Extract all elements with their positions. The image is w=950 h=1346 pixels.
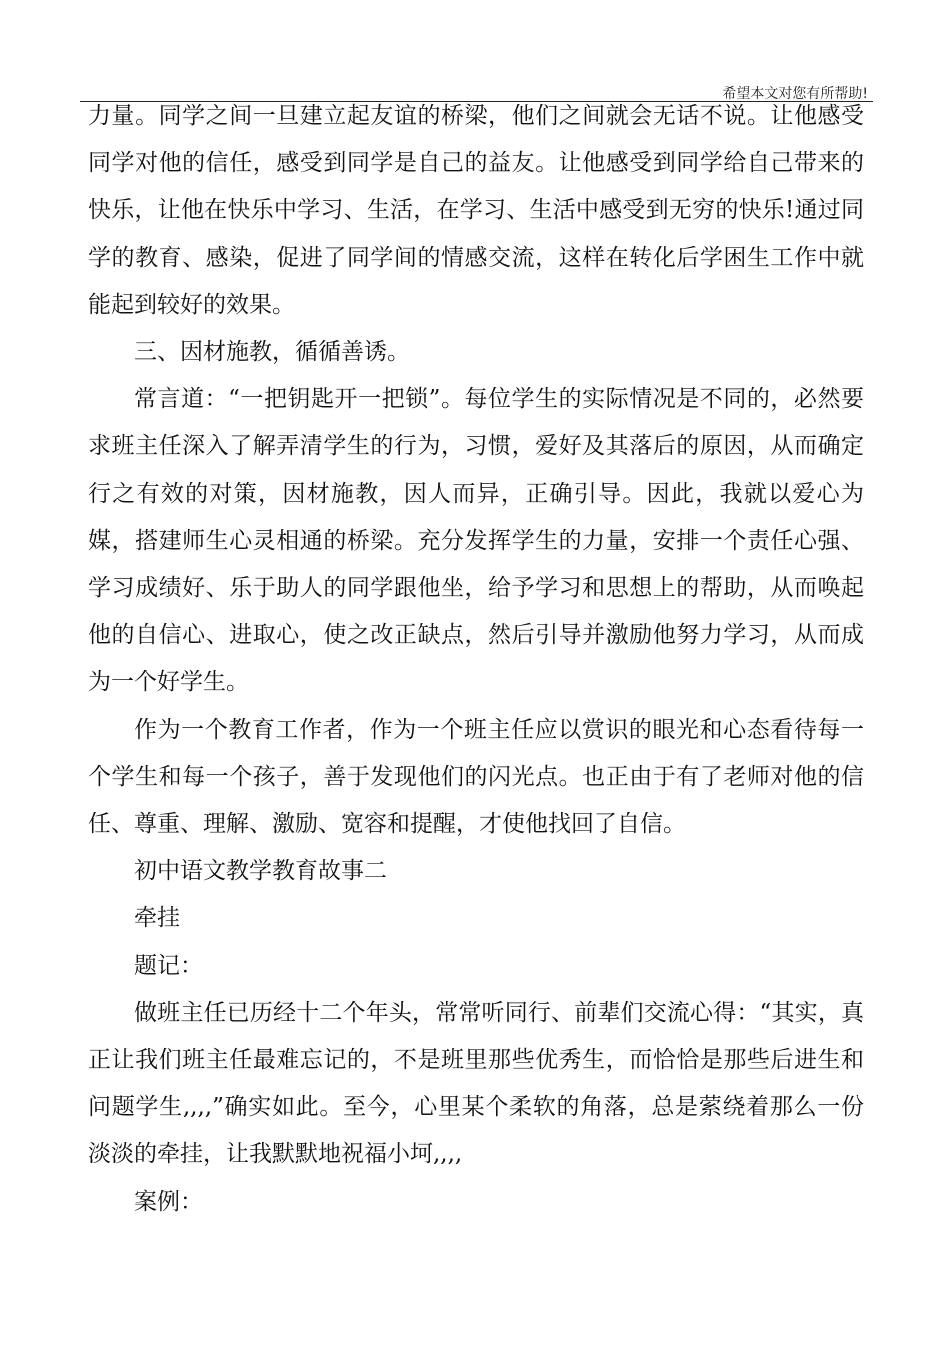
paragraph-continuation: 力量。同学之间一旦建立起友谊的桥梁，他们之间就会无话不说。让他感受同学对他的信任，感受到同学是自己的益友。让他感受到同学给自己带来的快乐，让他在快乐中学习、生活，在学习、生活中感受到无穷的快乐!通过同学的教育、感染，促进了同学间的情感交流，这样在转化后学困生工作中就能起到较好的效果。 (88, 103, 864, 318)
section-heading: 三、因材施教，循循善诱。 (134, 339, 410, 366)
case-label: 案例： (134, 1188, 203, 1215)
epigraph-label: 题记： (134, 952, 203, 979)
story-subtitle: 牵挂 (134, 905, 180, 932)
story-title: 初中语文教学教育故事二 (134, 858, 387, 885)
document-body (88, 93, 864, 1226)
paragraph: 作为一个教育工作者，作为一个班主任应以赏识的眼光和心态看待每一个学生和每一个孩子，善于发现他们的闪光点。也正由于有了老师对他的信任、尊重、理解、激励、宽容和提醒，才使他找回了自信。 (88, 716, 864, 838)
paragraph: 做班主任已历经十二个年头，常常听同行、前辈们交流心得：“其实，真正让我们班主任最难忘记的，不是班里那些优秀生，而恰恰是那些后进生和问题学生,,,,”确实如此。至今，心里某个柔软的角落，总是萦绕着那么一份淡淡的牵挂，让我默默地祝福小坷,,,, (88, 999, 864, 1168)
paragraph: 常言道：“一把钥匙开一把锁”。每位学生的实际情况是不同的，必然要求班主任深入了解弄清学生的行为，习惯，爱好及其落后的原因，从而确定行之有效的对策，因材施教，因人而异，正确引导。因此，我就以爱心为媒，搭建师生心灵相通的桥梁。充分发挥学生的力量，安排一个责任心强、学习成绩好、乐于助人的同学跟他坐，给予学习和思想上的帮助，从而唤起他的自信心、进取心，使之改正缺点，然后引导并激励他努力学习，从而成为一个好学生。 (88, 386, 864, 696)
header-note: 希望本文对您有所帮助! (722, 86, 868, 102)
